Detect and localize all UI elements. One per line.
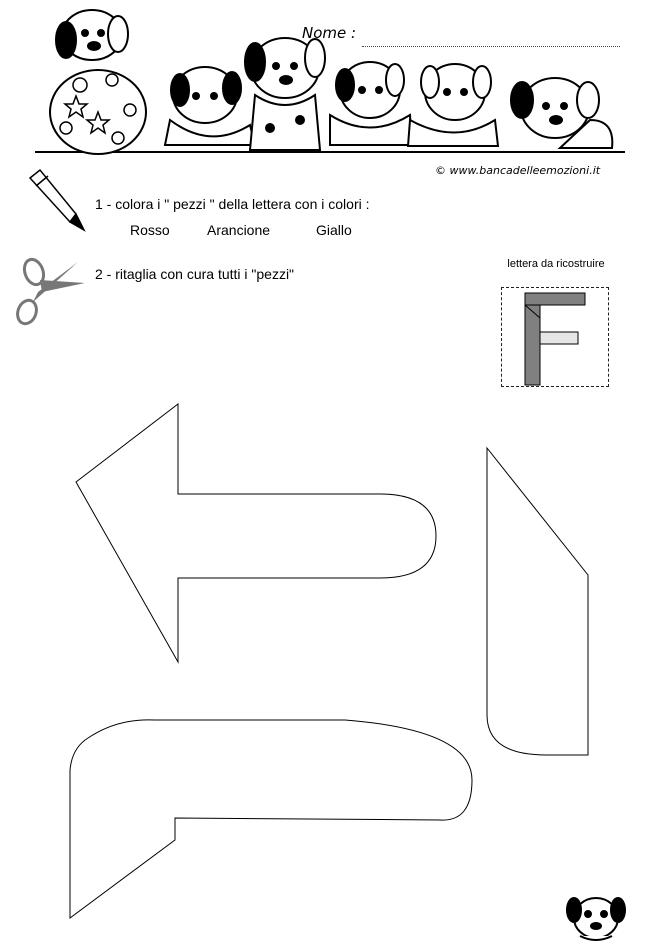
puppy-icon [567,898,625,940]
arrow-piece [76,404,436,662]
site-credit: © www.bancadelleemozioni.it [435,164,601,177]
pencil-icon [30,170,84,230]
instruction-step-2: 2 - ritaglia con cura tutti i "pezzi" [95,266,295,282]
instruction-step-1: 1 - colora i " pezzi " della lettera con i colori : [95,196,370,212]
reference-box [501,287,609,387]
color-red: Rosso [130,222,170,238]
color-yellow: Giallo [316,222,352,238]
bottom-piece [70,720,472,918]
name-label: Nome : [302,24,357,42]
name-field[interactable] [362,46,620,47]
reference-caption: lettera da ricostruire [507,258,605,270]
scissors-icon [14,257,85,327]
cutout-pieces [70,404,588,918]
vertical-piece [487,448,588,755]
color-orange: Arancione [207,222,271,238]
